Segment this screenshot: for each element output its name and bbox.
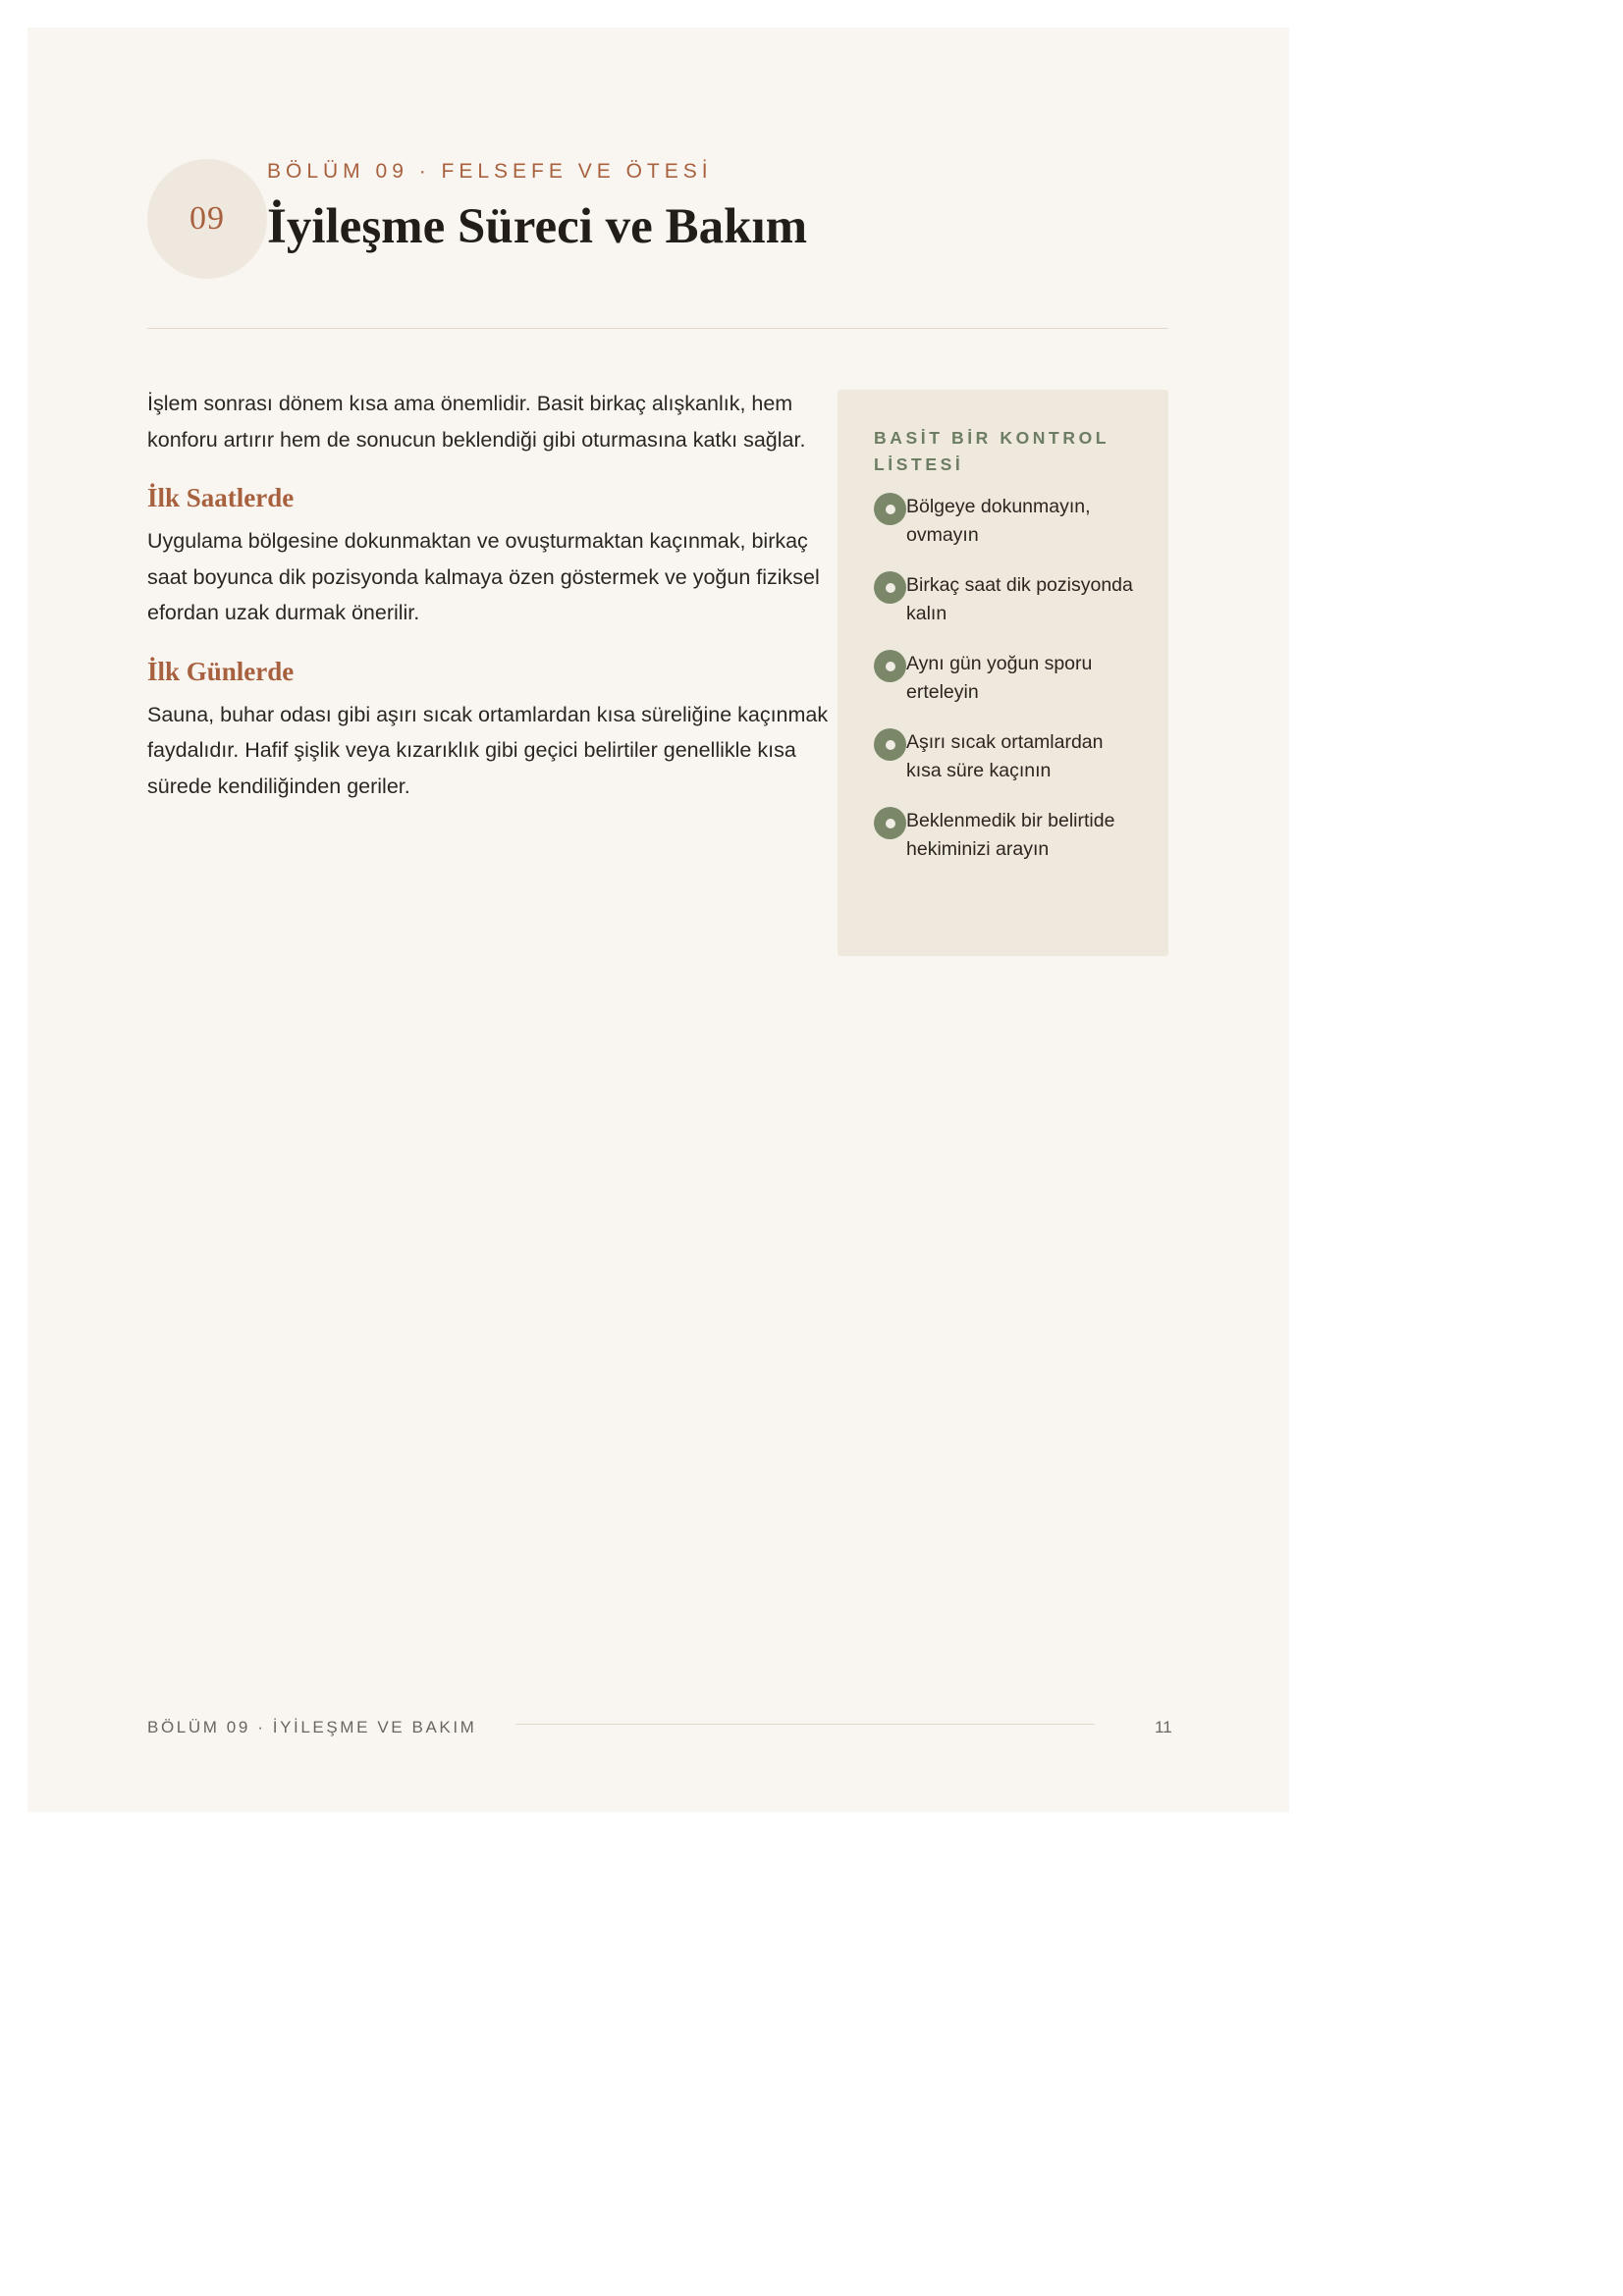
section-heading-first-hours: İlk Saatlerde <box>147 483 295 512</box>
list-item <box>874 807 1133 864</box>
page-number: 11 <box>1155 1718 1172 1736</box>
section-body-first-hours: Uygulama bölgesine dokunmaktan ve ovuşturmaktan kaçınmak, birkaç saat boyunca dik pozisyonda kalmaya özen göstermek ve yoğun fiziksel efordan uzak durmak önerilir. <box>147 529 820 624</box>
checklist-item-text: Aşırı sıcak ortamlardan kısa süre kaçının <box>906 731 1104 781</box>
check-circle-icon <box>874 650 906 682</box>
chapter-number-badge <box>147 159 267 279</box>
list-item <box>874 571 1133 628</box>
main-content <box>147 386 835 804</box>
page-title: İyileşme Süreci ve Bakım <box>267 199 808 254</box>
section-heading-first-days: İlk Günlerde <box>147 656 295 686</box>
list-item <box>874 650 1133 707</box>
check-circle-icon <box>874 493 906 525</box>
intro-paragraph: İşlem sonrası dönem kısa ama önemlidir. Basit birkaç alışkanlık, hem konforu artırır hem de sonucun beklendiği gibi oturmasına katkı sağlar. <box>147 392 806 452</box>
list-item <box>874 493 1133 550</box>
document-page <box>27 27 1289 1812</box>
checklist-item-text: Beklenmedik bir belirtide hekiminizi arayın <box>906 810 1115 860</box>
checklist-item-text: Aynı gün yoğun sporu erteleyin <box>906 653 1093 703</box>
list-item <box>874 728 1133 785</box>
checklist-item-text: Birkaç saat dik pozisyonda kalın <box>906 574 1133 624</box>
check-circle-icon <box>874 728 906 761</box>
checklist-panel <box>838 390 1168 956</box>
checklist-title: BASİT BİR KONTROL LİSTESİ <box>874 428 1109 474</box>
checklist-item-text: Bölgeye dokunmayın, ovmayın <box>906 496 1091 546</box>
footer-divider <box>515 1724 1095 1725</box>
checklist-items <box>874 493 1133 864</box>
chapter-eyebrow: BÖLÜM 09 · FELSEFE VE ÖTESİ <box>267 160 713 183</box>
chapter-number: 09 <box>189 200 225 237</box>
section-body-first-days: Sauna, buhar odası gibi aşırı sıcak ortamlardan kısa süreliğine kaçınmak faydalıdır. Hafif şişlik veya kızarıklık gibi geçici belirtiler genellikle kısa sürede kendiliğinden geriler. <box>147 702 829 798</box>
check-circle-icon <box>874 807 906 839</box>
footer-running-head: BÖLÜM 09 · İYİLEŞME VE BAKIM <box>147 1718 477 1736</box>
header-divider <box>147 328 1168 329</box>
check-circle-icon <box>874 571 906 604</box>
